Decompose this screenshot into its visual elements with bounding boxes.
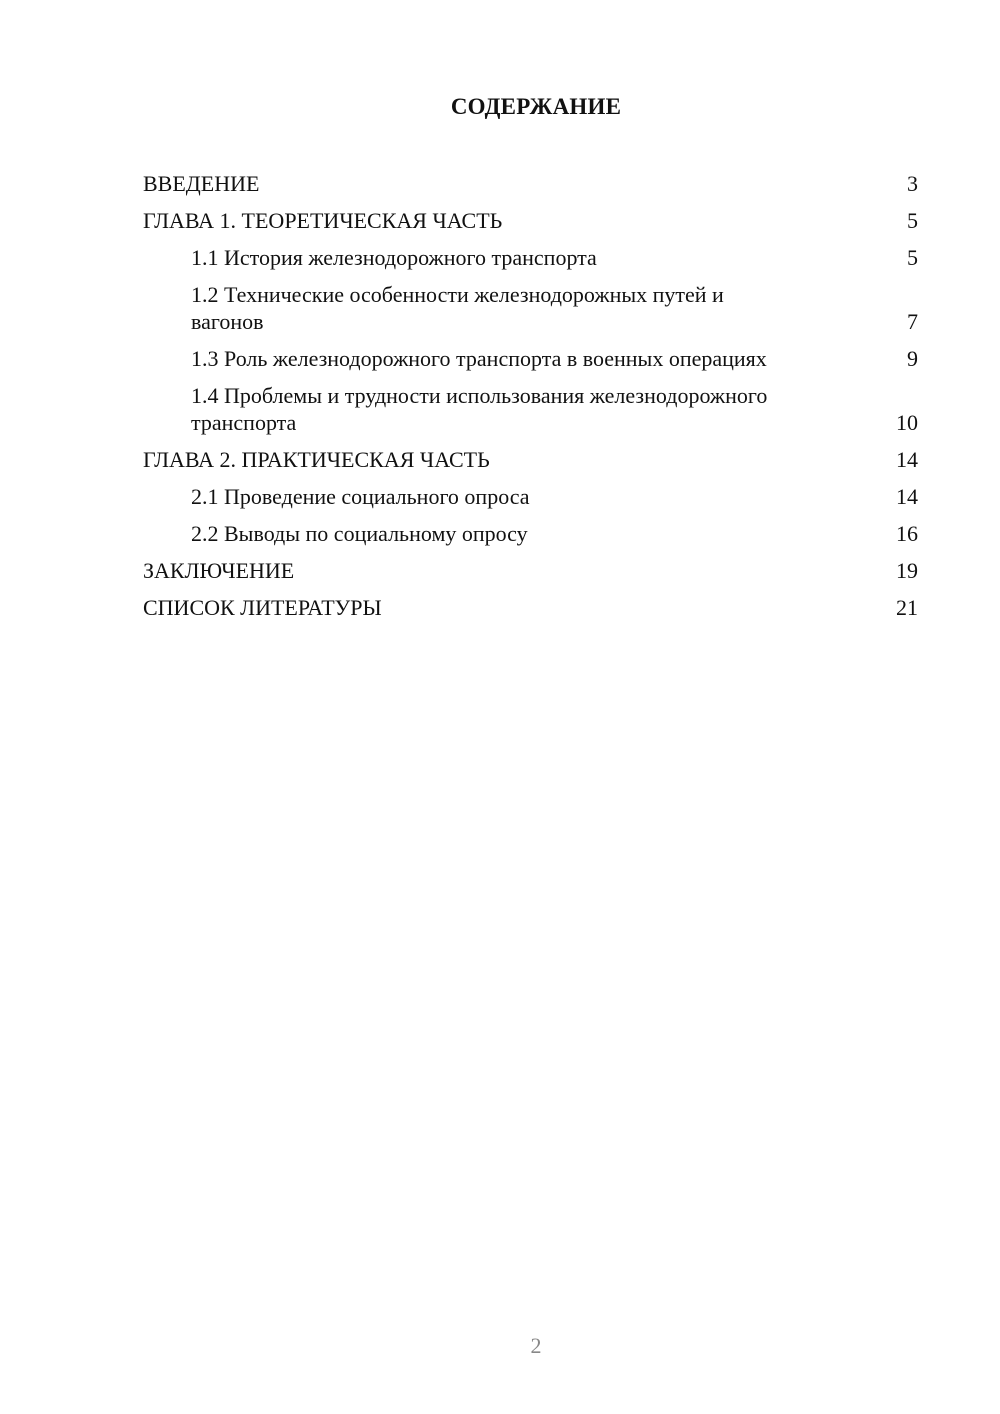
toc-entry-page: 21	[896, 595, 918, 620]
toc-entry-chapter-2[interactable]	[143, 446, 918, 473]
toc-entry-label: ЗАКЛЮЧЕНИЕ	[143, 558, 295, 583]
toc-entry-section-2-2[interactable]	[143, 520, 918, 547]
toc-entry-page: 19	[896, 558, 918, 583]
toc-entry-page: 14	[896, 484, 918, 509]
toc-entry-label: ГЛАВА 2. ПРАКТИЧЕСКАЯ ЧАСТЬ	[143, 447, 490, 472]
page-title: СОДЕРЖАНИЕ	[450, 94, 622, 119]
toc-entry-page: 14	[896, 447, 918, 472]
toc-entry-label: 1.2 Технические особенности железнодорожных путей и вагонов	[191, 282, 724, 334]
toc-entry-section-1-3[interactable]	[143, 345, 918, 372]
toc-entry-chapter-1[interactable]	[143, 207, 918, 234]
toc-entry-page: 9	[907, 346, 918, 371]
toc-entry-label: 1.4 Проблемы и трудности использования железнодорожного транспорта	[191, 383, 768, 435]
toc-entry-label: 2.1 Проведение социального опроса	[191, 484, 530, 509]
toc-entry-conclusion[interactable]	[143, 557, 918, 584]
toc-entry-page: 5	[907, 245, 918, 270]
toc-entry-page: 16	[896, 521, 918, 546]
page-number: 2	[530, 1333, 542, 1358]
toc-entry-label: ГЛАВА 1. ТЕОРЕТИЧЕСКАЯ ЧАСТЬ	[143, 208, 503, 233]
toc-entry-label: 1.3 Роль железнодорожного транспорта в военных операциях	[191, 346, 767, 371]
toc-entry-page: 7	[907, 309, 918, 334]
toc-entry-references[interactable]	[143, 594, 918, 621]
toc-entry-label: 2.2 Выводы по социальному опросу	[191, 521, 528, 546]
toc-entry-label: ВВЕДЕНИЕ	[143, 171, 260, 196]
toc-entry-section-1-1[interactable]	[143, 244, 918, 271]
toc-entry-section-2-1[interactable]	[143, 483, 918, 510]
toc-entry-page: 3	[907, 171, 918, 196]
toc-entry-section-1-4[interactable]	[143, 382, 918, 436]
table-of-contents	[143, 170, 918, 631]
toc-entry-label: 1.1 История железнодорожного транспорта	[191, 245, 597, 270]
toc-entry-page: 10	[896, 410, 918, 435]
toc-entry-section-1-2[interactable]	[143, 281, 918, 335]
toc-entry-page: 5	[907, 208, 918, 233]
toc-entry-introduction[interactable]	[143, 170, 918, 197]
toc-entry-label: СПИСОК ЛИТЕРАТУРЫ	[143, 595, 382, 620]
